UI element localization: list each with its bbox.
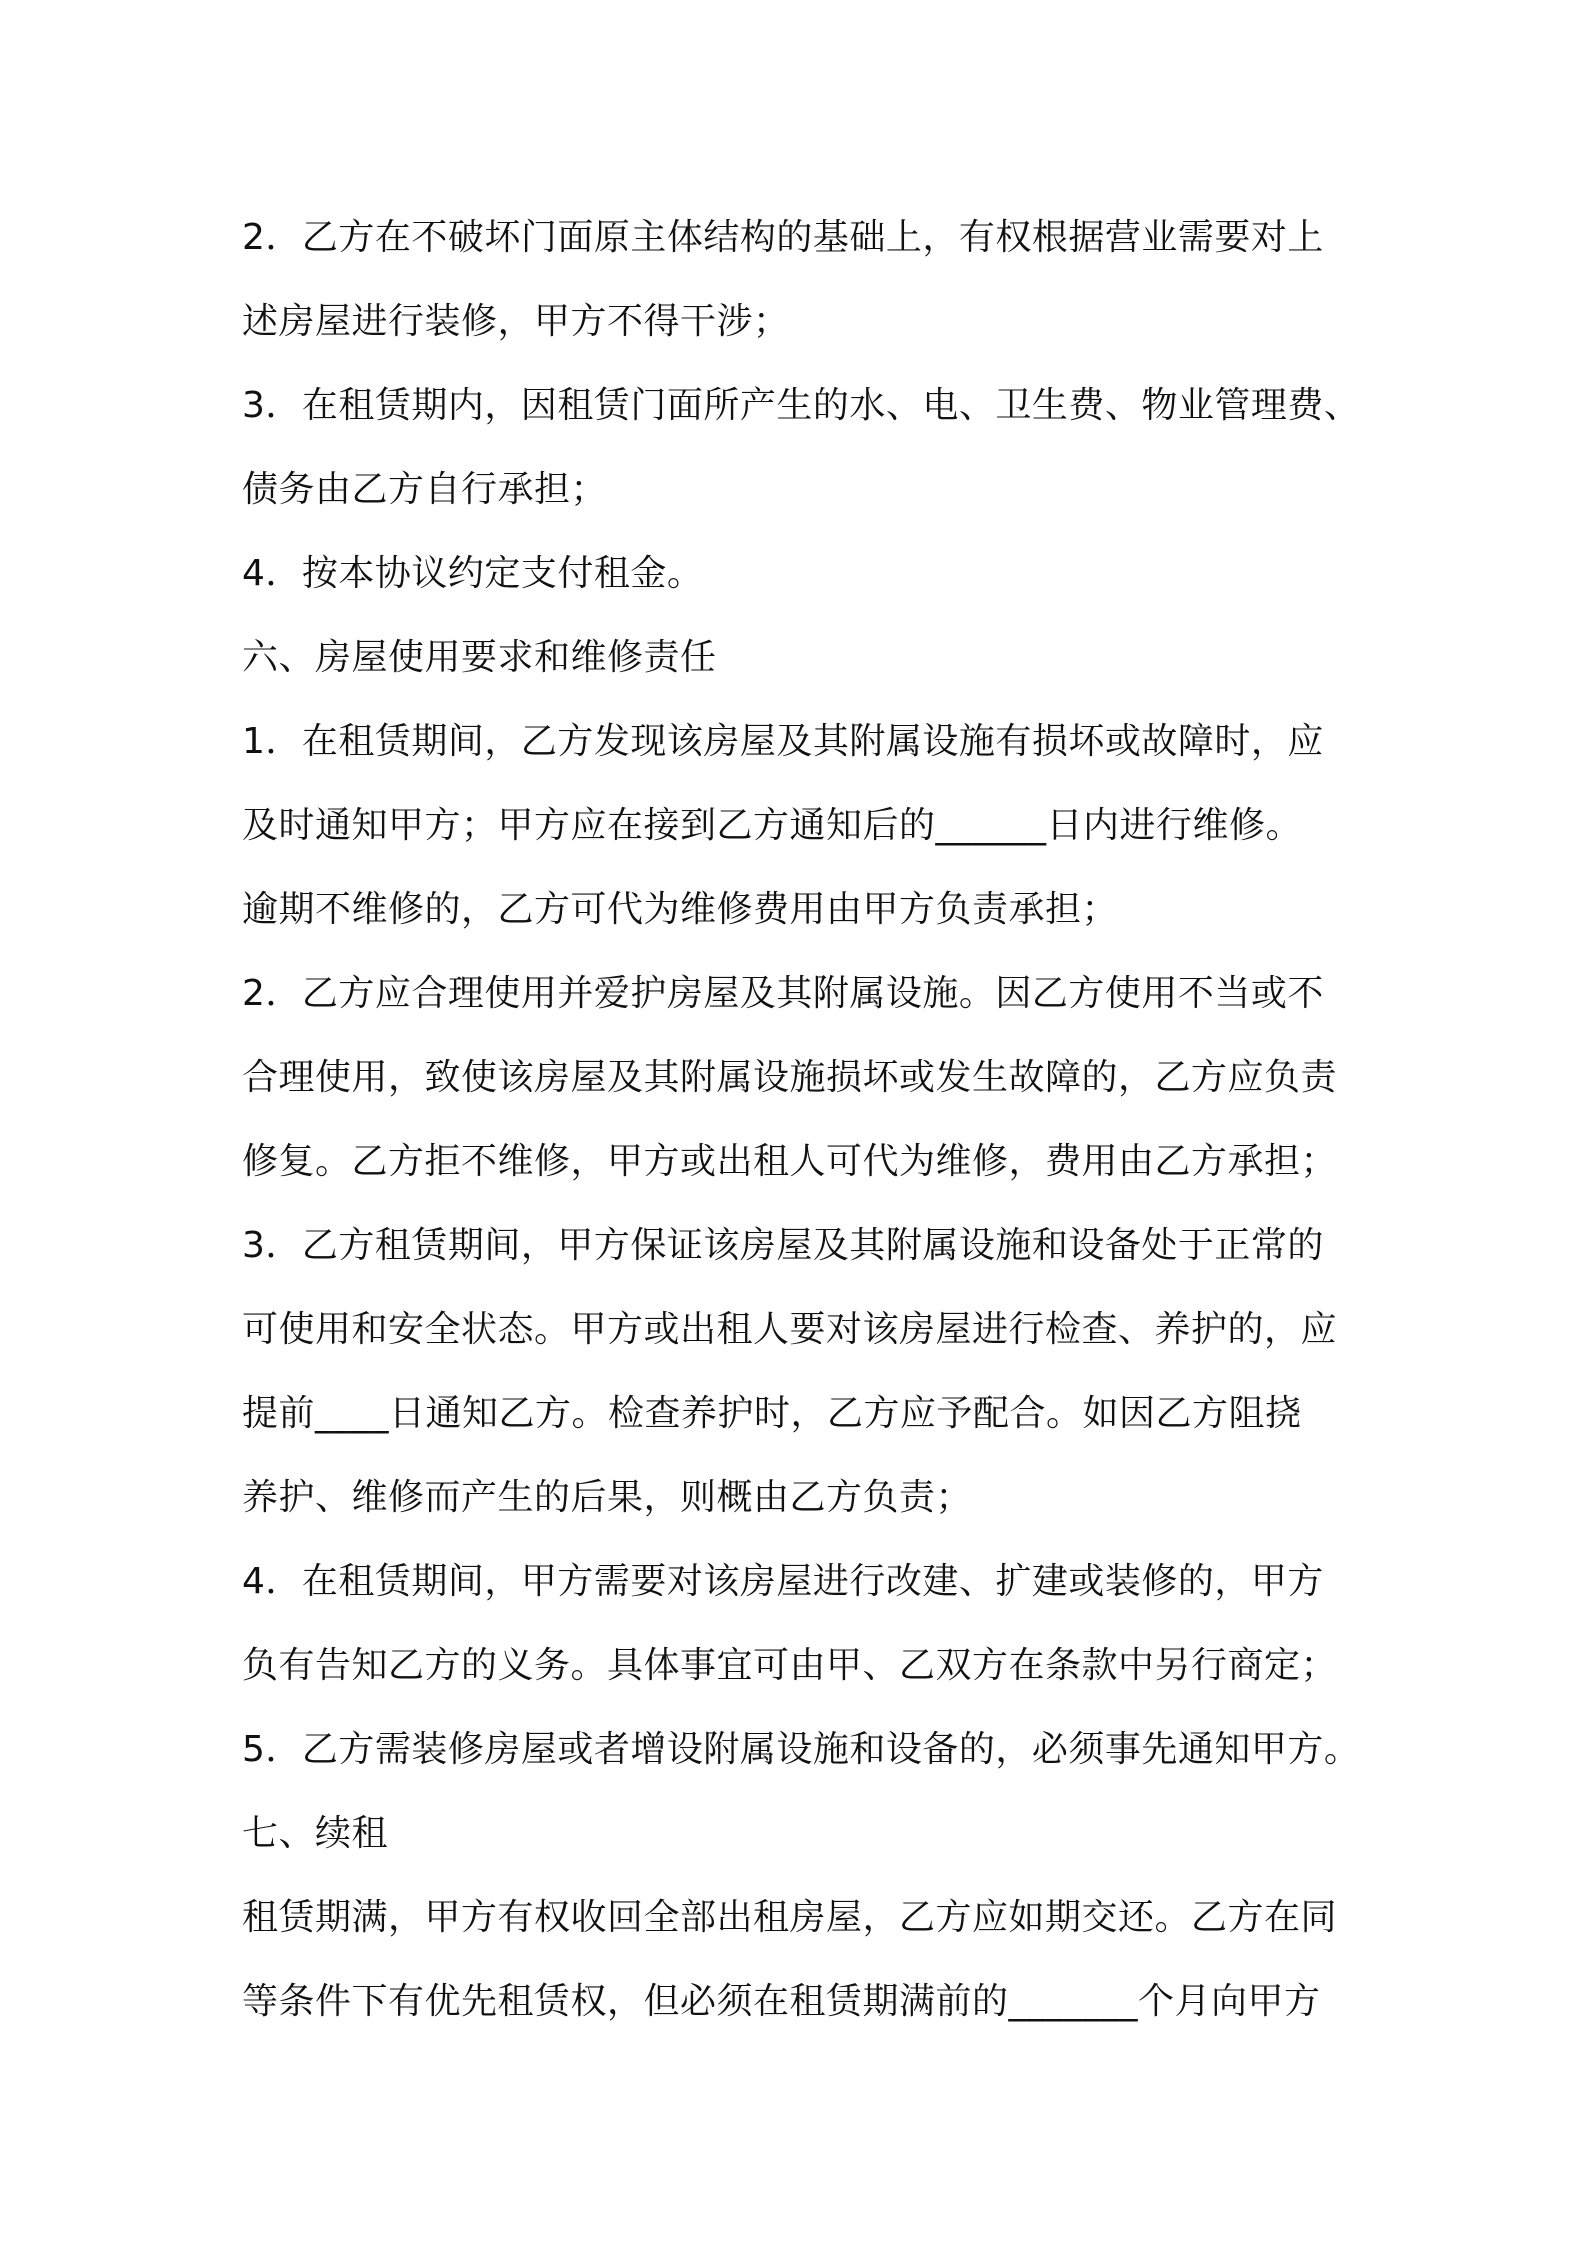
text-line: 修复。乙方拒不维修，甲方或出租人可代为维修，费用由乙方承担；	[242, 1141, 1338, 1182]
text-line: 提前____日通知乙方。检查养护时，乙方应予配合。如因乙方阻挠	[242, 1393, 1302, 1434]
text-line: 1．在租赁期间，乙方发现该房屋及其附属设施有损坏或故障时，应	[242, 721, 1324, 762]
text-line: 4．按本协议约定支付租金。	[242, 553, 704, 594]
text-line: 等条件下有优先租赁权，但必须在租赁期满前的_______个月向甲方	[242, 1981, 1321, 2022]
text-line: 5．乙方需装修房屋或者增设附属设施和设备的，必须事先通知甲方。	[242, 1729, 1361, 1770]
text-line: 述房屋进行装修，甲方不得干涉；	[242, 301, 790, 342]
text-line: 2．乙方在不破坏门面原主体结构的基础上，有权根据营业需要对上	[242, 217, 1324, 258]
text-line: 3．在租赁期内，因租赁门面所产生的水、电、卫生费、物业管理费、	[242, 385, 1361, 426]
text-line: 可使用和安全状态。甲方或出租人要对该房屋进行检查、养护的，应	[242, 1309, 1338, 1350]
text-line: 负有告知乙方的义务。具体事宜可由甲、乙双方在条款中另行商定；	[242, 1645, 1338, 1686]
text-line: 养护、维修而产生的后果，则概由乙方负责；	[242, 1477, 973, 1518]
section-heading: 七、续租	[242, 1813, 389, 1854]
document-body	[242, 196, 1382, 2044]
text-line: 4．在租赁期间，甲方需要对该房屋进行改建、扩建或装修的，甲方	[242, 1561, 1324, 1602]
text-line: 2．乙方应合理使用并爱护房屋及其附属设施。因乙方使用不当或不	[242, 973, 1324, 1014]
text-line: 债务由乙方自行承担；	[242, 469, 608, 510]
text-line: 3．乙方租赁期间，甲方保证该房屋及其附属设施和设备处于正常的	[242, 1225, 1324, 1266]
section-heading: 六、房屋使用要求和维修责任	[242, 637, 717, 678]
text-line: 租赁期满，甲方有权收回全部出租房屋，乙方应如期交还。乙方在同	[242, 1897, 1338, 1938]
text-line: 合理使用，致使该房屋及其附属设施损坏或发生故障的，乙方应负责	[242, 1057, 1338, 1098]
text-line: 及时通知甲方；甲方应在接到乙方通知后的______日内进行维修。	[242, 805, 1303, 846]
text-line: 逾期不维修的，乙方可代为维修费用由甲方负责承担；	[242, 889, 1119, 930]
